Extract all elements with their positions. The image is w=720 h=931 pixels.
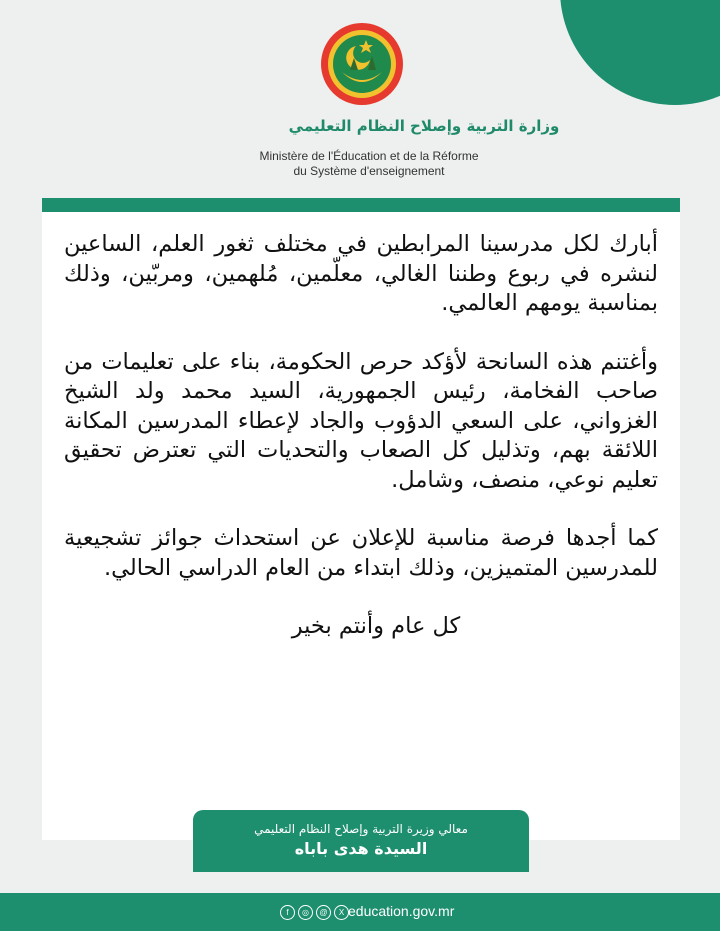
x-icon[interactable]: X bbox=[334, 905, 349, 920]
statement-paragraph-2: وأغتنم هذه السانحة لأؤكد حرص الحكومة، بناء على تعليمات من صاحب الفخامة، رئيس الجمهورية، السيد محمد ولد الشيخ الغزواني، على السعي الدؤوب والجاد لإعطاء المدرسين المكانة اللائقة بهم، وتذليل كل الصعاب والتحديات التي تعترض تحقيق تعليم نوعي، منصف، وشامل. bbox=[64, 348, 658, 493]
statement-card bbox=[42, 198, 680, 840]
website-link[interactable]: education.gov.mr bbox=[348, 903, 455, 919]
instagram-icon[interactable]: ◎ bbox=[298, 905, 313, 920]
statement-paragraph-1: أبارك لكل مدرسينا المرابطين في مختلف ثغور العلم، الساعين لنشره في ربوع وطننا الغالي، معلّمين، مُلهمين، ومربّين، وذلك بمناسبة يومهم العالمي. bbox=[64, 231, 658, 316]
statement-body bbox=[64, 230, 658, 664]
ministry-seal-logo bbox=[320, 22, 404, 106]
footer-bar bbox=[0, 893, 720, 931]
facebook-icon[interactable]: f bbox=[280, 905, 295, 920]
statement-paragraph-3: كما أجدها فرصة مناسبة للإعلان عن استحداث جوائز تشجيعية للمدرسين المتميزين، وذلك ابتداء من العام الدراسي الحالي. bbox=[64, 525, 658, 581]
decorative-corner-circle bbox=[560, 0, 720, 105]
closing-greeting: كل عام وأنتم بخير bbox=[291, 613, 461, 639]
signature-name: السيدة هدى باباه bbox=[294, 839, 428, 858]
social-icons bbox=[280, 905, 349, 920]
signature-title: معالي وزيرة التربية وإصلاح النظام التعليمي bbox=[254, 822, 468, 836]
ministry-name-french bbox=[0, 149, 720, 179]
signature-box bbox=[193, 810, 529, 872]
ministry-fr-line2: du Système d'enseignement bbox=[293, 164, 445, 178]
threads-icon[interactable]: @ bbox=[316, 905, 331, 920]
card-top-bar bbox=[42, 198, 680, 212]
ministry-fr-line1: Ministère de l'Éducation et de la Réforme bbox=[259, 149, 479, 163]
ministry-name-arabic: وزارة التربية وإصلاح النظام التعليمي bbox=[288, 117, 560, 135]
